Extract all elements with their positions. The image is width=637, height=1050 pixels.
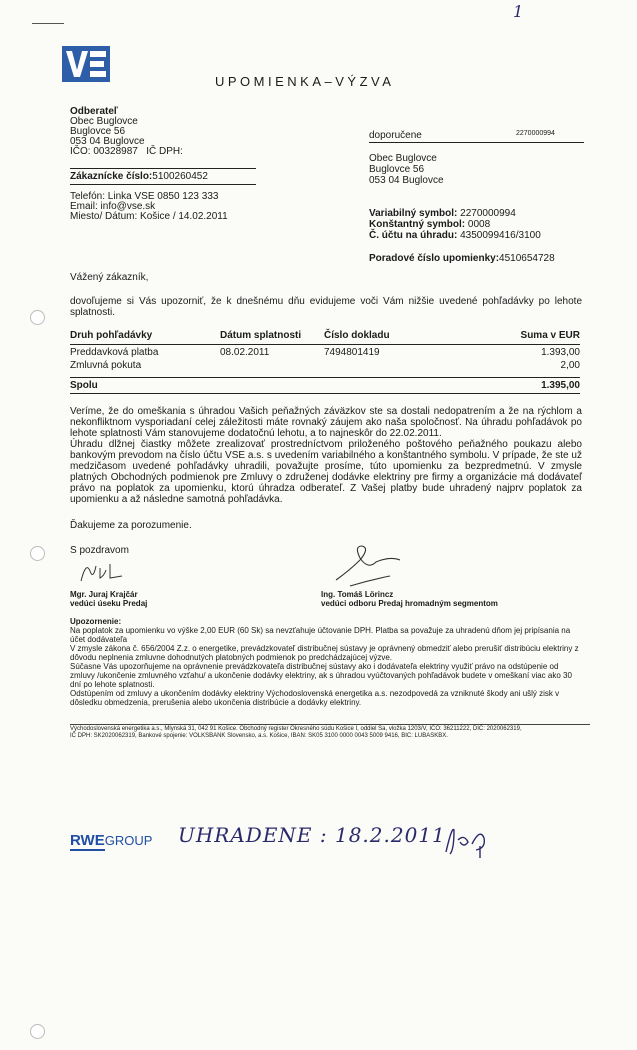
table-row: Zmluvná pokuta 2,00 [70, 360, 580, 371]
col-sum-header: Suma v EUR [464, 330, 580, 345]
col-due-header: Dátum splatnosti [220, 330, 324, 345]
notice-line: Na poplatok za upomienku vo výške 2,00 EUR (60 Sk) sa nevzťahuje účtovanie DPH. Platba sa považuje za uhradenú dňom jej pripísania na účet dodávateľa [70, 626, 571, 644]
body-paragraph: Veríme, že do omeškania s úhradou Vašich peňažných záväzkov ste sa dostali nedopatrením a že na rýchlom a nekonfliktnom vysporiadaní celej záležitosti máte rovnaký záujem ako naša spoločnosť. Na úhradu pohľadávok po lehote splatnosti Vám stanovujeme dodatočnú lehotu, a to najneskôr do 22.02.2011. Úhradu dlžnej čiastky môžete zrealizovať prostredníctvom priloženého poštového peňažného poukazu alebo bankovým prevodom na číslo účtu VSE a.s. s uvedením variabilného a konštantného symbolu. V prípade, že ste už medzičasom uvedené pohľadávky uhradili, považujte prosíme, túto upomienku za bezpredmetnú. V zmysle platných Obchodných podmienok pre Zmluvy o združenej dodávke elektriny pre firmy a organizácie má dodávateľ právo na poplatok za upomienku, ktorú úhradza odberateľ. Z Vašej platby bude uhradený najprv poplatok za upomienku a až následne samotná pohľadávka. [70, 406, 582, 505]
customer-ico: IČO: 00328987 IČ DPH: [70, 146, 183, 157]
handwritten-paid-note: UHRADENE : 18.2.2011 [178, 823, 446, 847]
email: Email: info@vse.sk [70, 201, 156, 212]
place-date: Miesto/ Dátum: Košice / 14.02.2011 [70, 211, 228, 222]
phone: Telefón: Linka VSE 0850 123 333 [70, 191, 219, 202]
signatory-2: Ing. Tomáš Lörincz vedúci odboru Predaj hromadným segmentom [321, 590, 498, 608]
table-bottom-divider [70, 393, 580, 394]
footer-line: IČ DPH: SK2020062319, Bankové spojenie: VOLKSBANK Slovensko, a.s. Košice, IBAN: SK05 3100 0000 0043 5009 9416, BIC: LUBASKBX. [70, 733, 448, 739]
company-footer [70, 724, 590, 740]
customer-city: 053 04 Buglovce [70, 136, 145, 147]
handwritten-page-number: 1 [513, 2, 524, 21]
notice-line: Súčasne Vás upozorňujeme na oprávnenie prevádzkovateľa distribučnej sústavy ako i dodávateľa elektriny využiť právo na odstúpenie od zmluvy /ukončenie zmluvného vzťahu/ a ukončenie dodávky elektriny, ak s úhradou vyúčtovaných pohľadávok budete v omeškaní viac ako 30 dní po lehote splatnosti. [70, 662, 572, 689]
variable-symbol: Variabilný symbol: 2270000994 [369, 208, 516, 219]
punch-hole [30, 546, 45, 561]
thanks: Ďakujeme za porozumenie. [70, 520, 192, 531]
notice-block [70, 617, 580, 707]
handwritten-initials [440, 820, 500, 860]
signature-2 [330, 540, 410, 590]
intro-paragraph: dovoľujeme si Vás upozorniť, že k dnešnému dňu evidujeme voči Vám nižšie uvedené pohľadávky po lehote splatnosti. [70, 296, 582, 318]
recipient-name: Obec Buglovce [369, 153, 437, 164]
delivery-label: doporučene [369, 130, 422, 141]
signatory-1: Mgr. Juraj Krajčár vedúci úseku Predaj [70, 590, 148, 608]
total-value: 1.395,00 [541, 380, 580, 391]
punch-hole [30, 310, 45, 325]
recipient-address [369, 153, 444, 186]
claims-table [70, 330, 580, 371]
divider [369, 142, 584, 143]
payment-block [369, 208, 541, 241]
rwe-group-logo: RWEGROUP [70, 832, 153, 849]
customer-number: Zákaznícke číslo:5100260452 [70, 171, 208, 182]
customer-label: Odberateľ [70, 106, 118, 117]
delivery-code: 2270000994 [516, 130, 555, 137]
notice-line: V zmysle zákona č. 656/2004 Z.z. o energetike, prevádzkovateľ distribučnej sústavy je oprávnený obmedziť alebo prerušiť distribúciu elektriny z dôvodu neplnenia zmluvne dohodnutých platobných podmienok po predchádzajúcej výzve. [70, 644, 579, 662]
signature-1 [76, 556, 136, 586]
divider [70, 168, 256, 169]
footer-line: Východoslovenská energetika a.s., Mlynská 31, 042 91 Košice. Obchodný register Okresného súdu Košice I, oddiel Sa, vložka 1203/V, IČO: 36211222, DIČ: 2020062319, [70, 726, 522, 732]
customer-block [70, 107, 183, 157]
account-number: Č. účtu na úhradu: 4350099416/3100 [369, 230, 541, 241]
document-title: UPOMIENKA–VÝZVA [215, 74, 395, 89]
table-header-row [70, 330, 580, 345]
table-total-divider [70, 377, 580, 378]
notice-title: Upozornenie: [70, 617, 122, 626]
salutation: Vážený zákazník, [70, 272, 149, 283]
customer-street: Buglovce 56 [70, 126, 126, 137]
scan-mark [32, 23, 64, 24]
constant-symbol: Konštantný symbol: 0008 [369, 219, 491, 230]
table-row: Preddavková platba 08.02.2011 7494801419 1.393,00 [70, 347, 580, 358]
recipient-street: Buglovce 56 [369, 164, 425, 175]
recipient-city: 053 04 Buglovce [369, 175, 444, 186]
vse-logo [62, 46, 110, 82]
total-label: Spolu [70, 380, 98, 391]
col-type-header: Druh pohľadávky [70, 330, 220, 345]
notice-line: Odstúpením od zmluvy a ukončením dodávky elektriny Východoslovenská energetika a.s. nezodpovedá za vzniknuté škody ani ušlý zisk v dôsledku obmedzenia, prerušenia alebo ukončenia distribúcie a dodávky elektriny. [70, 689, 560, 707]
customer-name: Obec Buglovce [70, 116, 138, 127]
regards: S pozdravom [70, 545, 129, 556]
reminder-number: Poradové číslo upomienky:4510654728 [369, 253, 555, 264]
contact-block [70, 192, 228, 222]
punch-hole [30, 1024, 45, 1039]
divider [70, 184, 256, 185]
col-doc-header: Číslo dokladu [324, 330, 464, 345]
